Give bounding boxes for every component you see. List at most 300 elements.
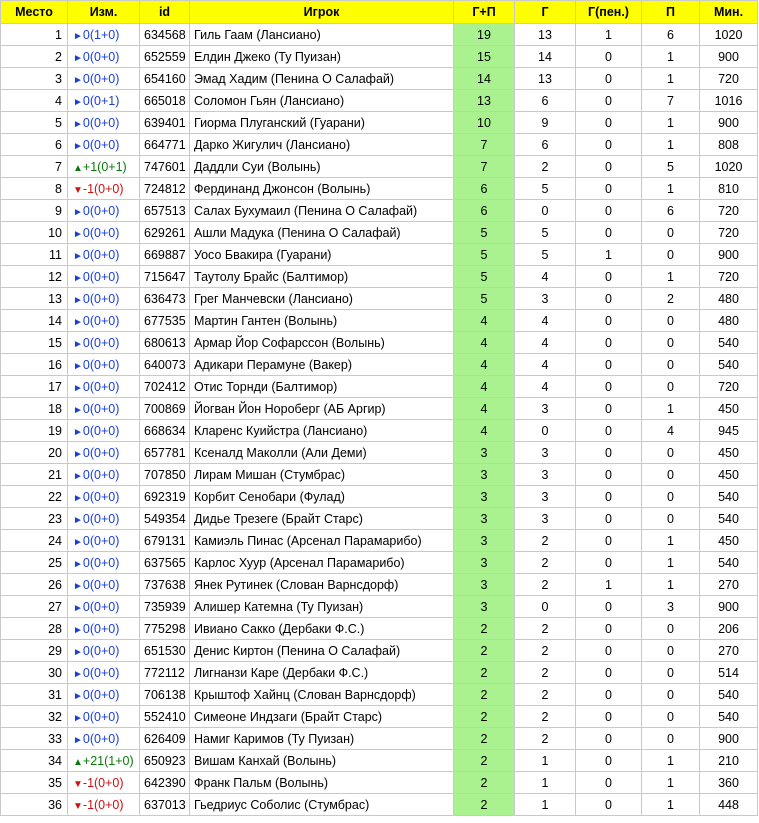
assists-cell: 2 [642,288,700,310]
assists-cell: 6 [642,200,700,222]
header-assists[interactable]: П [642,1,700,24]
place-cell: 17 [1,376,68,398]
player-cell[interactable]: Крыштоф Хайнц (Слован Варнсдорф) [190,684,454,706]
assists-cell: 7 [642,90,700,112]
table-row [1,750,758,772]
penalty-goals-cell: 0 [576,266,642,288]
change-cell [68,222,140,244]
id-cell: 772112 [140,662,190,684]
change-cell [68,530,140,552]
goals-cell: 2 [515,618,576,640]
player-cell[interactable]: Мартин Гантен (Волынь) [190,310,454,332]
change-value: 0(0+0) [82,335,120,350]
change-value: -1(0+0) [82,797,124,812]
player-cell[interactable]: Грег Манчевски (Лансиано) [190,288,454,310]
id-cell: 715647 [140,266,190,288]
penalty-goals-cell: 0 [576,134,642,156]
table-row [1,596,758,618]
arrow-right-icon: ► [73,338,83,350]
goals-cell: 3 [515,508,576,530]
arrow-up-icon: ▲ [73,162,83,174]
penalty-goals-cell: 0 [576,200,642,222]
id-cell: 735939 [140,596,190,618]
penalty-goals-cell: 0 [576,332,642,354]
player-cell[interactable]: Эмад Хадим (Пенина О Салафай) [190,68,454,90]
penalty-goals-cell: 0 [576,684,642,706]
place-cell: 27 [1,596,68,618]
goals-cell: 3 [515,288,576,310]
goals-plus-assists-cell: 2 [454,706,515,728]
table-row [1,552,758,574]
player-cell[interactable]: Уосо Бвакира (Гуарани) [190,244,454,266]
assists-cell: 0 [642,640,700,662]
change-value: 0(0+0) [82,137,120,152]
goals-plus-assists-cell: 5 [454,244,515,266]
place-cell: 20 [1,442,68,464]
id-cell: 680613 [140,332,190,354]
table-row [1,574,758,596]
change-cell [68,464,140,486]
minutes-cell: 270 [700,574,758,596]
id-cell: 629261 [140,222,190,244]
goals-plus-assists-cell: 5 [454,222,515,244]
id-cell: 677535 [140,310,190,332]
change-cell [68,486,140,508]
minutes-cell: 900 [700,596,758,618]
penalty-goals-cell: 0 [576,420,642,442]
player-cell[interactable]: Адикари Перамуне (Вакер) [190,354,454,376]
player-cell[interactable]: Гиорма Плуганский (Гуарани) [190,112,454,134]
minutes-cell: 720 [700,200,758,222]
minutes-cell: 480 [700,288,758,310]
penalty-goals-cell: 0 [576,376,642,398]
penalty-goals-cell: 0 [576,310,642,332]
id-cell: 707850 [140,464,190,486]
goals-cell: 4 [515,354,576,376]
id-cell: 657781 [140,442,190,464]
header-goals[interactable]: Г [515,1,576,24]
change-cell [68,596,140,618]
assists-cell: 0 [642,684,700,706]
change-cell [68,156,140,178]
goals-cell: 2 [515,552,576,574]
arrow-down-icon: ▼ [73,184,83,196]
player-cell[interactable]: Дарко Жигулич (Лансиано) [190,134,454,156]
change-cell [68,200,140,222]
assists-cell: 0 [642,508,700,530]
place-cell: 2 [1,46,68,68]
player-cell[interactable]: Гьедриус Соболис (Стумбрас) [190,794,454,816]
minutes-cell: 360 [700,772,758,794]
assists-cell: 1 [642,178,700,200]
change-value: 0(0+1) [82,93,120,108]
minutes-cell: 720 [700,68,758,90]
penalty-goals-cell: 0 [576,794,642,816]
place-cell: 35 [1,772,68,794]
goals-cell: 2 [515,662,576,684]
player-cell[interactable]: Армар Йор Софарссон (Волынь) [190,332,454,354]
arrow-right-icon: ► [73,624,83,636]
goals-cell: 3 [515,442,576,464]
minutes-cell: 900 [700,46,758,68]
place-cell: 31 [1,684,68,706]
assists-cell: 1 [642,68,700,90]
player-cell[interactable]: Денис Киртон (Пенина О Салафай) [190,640,454,662]
change-value: 0(0+0) [82,313,120,328]
goals-plus-assists-cell: 3 [454,530,515,552]
table-row [1,420,758,442]
change-value: 0(0+0) [82,203,120,218]
place-cell: 1 [1,24,68,46]
id-cell: 747601 [140,156,190,178]
minutes-cell: 448 [700,794,758,816]
id-cell: 651530 [140,640,190,662]
table-row [1,772,758,794]
player-cell[interactable]: Кларенс Куийстра (Лансиано) [190,420,454,442]
table-row [1,288,758,310]
goals-plus-assists-cell: 2 [454,794,515,816]
goals-cell: 2 [515,156,576,178]
change-value: 0(0+0) [82,401,120,416]
goals-cell: 0 [515,200,576,222]
player-cell[interactable]: Отис Торнди (Балтимор) [190,376,454,398]
arrow-right-icon: ► [73,514,83,526]
player-cell[interactable]: Намиг Каримов (Ту Пуизан) [190,728,454,750]
goals-cell: 4 [515,266,576,288]
id-cell: 665018 [140,90,190,112]
change-value: +1(0+1) [82,159,127,174]
player-cell[interactable]: Фердинанд Джонсон (Волынь) [190,178,454,200]
minutes-cell: 514 [700,662,758,684]
player-cell[interactable]: Йогван Йон Нороберг (АБ Аргир) [190,398,454,420]
place-cell: 7 [1,156,68,178]
goals-plus-assists-cell: 2 [454,728,515,750]
minutes-cell: 450 [700,530,758,552]
table-row [1,354,758,376]
assists-cell: 0 [642,332,700,354]
assists-cell: 0 [642,486,700,508]
id-cell: 664771 [140,134,190,156]
assists-cell: 0 [642,376,700,398]
place-cell: 22 [1,486,68,508]
table-row [1,530,758,552]
assists-cell: 0 [642,222,700,244]
minutes-cell: 450 [700,464,758,486]
arrow-right-icon: ► [73,712,83,724]
table-row [1,332,758,354]
table-row [1,728,758,750]
place-cell: 15 [1,332,68,354]
table-row [1,200,758,222]
goals-cell: 13 [515,24,576,46]
goals-plus-assists-cell: 4 [454,420,515,442]
id-cell: 702412 [140,376,190,398]
penalty-goals-cell: 0 [576,640,642,662]
assists-cell: 5 [642,156,700,178]
id-cell: 669887 [140,244,190,266]
penalty-goals-cell: 0 [576,398,642,420]
id-cell: 642390 [140,772,190,794]
goals-plus-assists-cell: 14 [454,68,515,90]
change-cell [68,310,140,332]
arrow-right-icon: ► [73,96,83,108]
place-cell: 8 [1,178,68,200]
goals-plus-assists-cell: 4 [454,354,515,376]
goals-cell: 6 [515,134,576,156]
table-row [1,156,758,178]
goals-plus-assists-cell: 4 [454,310,515,332]
place-cell: 32 [1,706,68,728]
arrow-right-icon: ► [73,206,83,218]
penalty-goals-cell: 0 [576,46,642,68]
minutes-cell: 810 [700,178,758,200]
table-row [1,266,758,288]
goals-cell: 1 [515,794,576,816]
id-cell: 634568 [140,24,190,46]
goals-cell: 5 [515,244,576,266]
change-cell [68,68,140,90]
minutes-cell: 720 [700,222,758,244]
table-row [1,486,758,508]
goals-plus-assists-cell: 3 [454,508,515,530]
minutes-cell: 900 [700,112,758,134]
goals-plus-assists-cell: 3 [454,552,515,574]
change-value: 0(0+0) [82,357,120,372]
goals-plus-assists-cell: 2 [454,684,515,706]
change-cell [68,662,140,684]
player-cell[interactable]: Соломон Гьян (Лансиано) [190,90,454,112]
player-cell[interactable]: Дидье Трезеге (Брайт Старс) [190,508,454,530]
table-row [1,112,758,134]
assists-cell: 0 [642,244,700,266]
change-cell [68,24,140,46]
change-cell [68,618,140,640]
goals-cell: 2 [515,706,576,728]
goals-cell: 13 [515,68,576,90]
arrow-right-icon: ► [73,316,83,328]
penalty-goals-cell: 0 [576,508,642,530]
header-minutes[interactable]: Мин. [700,1,758,24]
assists-cell: 1 [642,398,700,420]
goals-plus-assists-cell: 3 [454,464,515,486]
minutes-cell: 808 [700,134,758,156]
change-cell [68,794,140,816]
table-row [1,46,758,68]
goals-cell: 3 [515,486,576,508]
player-cell[interactable]: Таутолу Брайс (Балтимор) [190,266,454,288]
table-row [1,24,758,46]
goals-cell: 5 [515,178,576,200]
arrow-right-icon: ► [73,294,83,306]
minutes-cell: 1020 [700,24,758,46]
arrow-right-icon: ► [73,470,83,482]
change-cell [68,134,140,156]
id-cell: 552410 [140,706,190,728]
arrow-right-icon: ► [73,734,83,746]
change-value: 0(0+0) [82,71,120,86]
minutes-cell: 540 [700,508,758,530]
goals-plus-assists-cell: 5 [454,288,515,310]
player-cell[interactable]: Елдин Джеко (Ту Пуизан) [190,46,454,68]
goals-plus-assists-cell: 5 [454,266,515,288]
player-cell[interactable]: Франк Пальм (Волынь) [190,772,454,794]
place-cell: 19 [1,420,68,442]
player-cell[interactable]: Карлос Хуур (Арсенал Парамарибо) [190,552,454,574]
table-row [1,640,758,662]
goals-cell: 2 [515,728,576,750]
change-value: 0(0+0) [82,577,120,592]
change-value: 0(0+0) [82,599,120,614]
goals-plus-assists-cell: 7 [454,134,515,156]
place-cell: 9 [1,200,68,222]
player-cell[interactable]: Салах Бухумаил (Пенина О Салафай) [190,200,454,222]
assists-cell: 1 [642,794,700,816]
penalty-goals-cell: 0 [576,618,642,640]
goals-cell: 3 [515,464,576,486]
id-cell: 636473 [140,288,190,310]
player-cell[interactable]: Корбит Сенобари (Фулад) [190,486,454,508]
player-cell[interactable]: Янек Рутинек (Слован Варнсдорф) [190,574,454,596]
penalty-goals-cell: 0 [576,596,642,618]
player-cell[interactable]: Ивиано Сакко (Дербаки Ф.С.) [190,618,454,640]
player-cell[interactable]: Камиэль Пинас (Арсенал Парамарибо) [190,530,454,552]
arrow-right-icon: ► [73,646,83,658]
change-value: -1(0+0) [82,775,124,790]
table-row [1,134,758,156]
arrow-right-icon: ► [73,602,83,614]
arrow-down-icon: ▼ [73,800,83,812]
player-cell[interactable]: Лигнанзи Каре (Дербаки Ф.С.) [190,662,454,684]
player-cell[interactable]: Симеоне Индзаги (Брайт Старс) [190,706,454,728]
change-cell [68,574,140,596]
player-cell[interactable]: Лирам Мишан (Стумбрас) [190,464,454,486]
arrow-right-icon: ► [73,426,83,438]
header-row [1,1,758,24]
penalty-goals-cell: 0 [576,552,642,574]
place-cell: 23 [1,508,68,530]
minutes-cell: 720 [700,376,758,398]
assists-cell: 1 [642,772,700,794]
player-cell[interactable]: Алишер Катемна (Ту Пуизан) [190,596,454,618]
goals-plus-assists-cell: 4 [454,398,515,420]
goals-plus-assists-cell: 2 [454,772,515,794]
header-change[interactable]: Изм. [68,1,140,24]
change-cell [68,112,140,134]
arrow-right-icon: ► [73,580,83,592]
place-cell: 24 [1,530,68,552]
change-value: 0(0+0) [82,511,120,526]
change-cell [68,46,140,68]
change-cell [68,442,140,464]
minutes-cell: 945 [700,420,758,442]
arrow-right-icon: ► [73,74,83,86]
place-cell: 10 [1,222,68,244]
penalty-goals-cell: 0 [576,772,642,794]
id-cell: 640073 [140,354,190,376]
table-row [1,244,758,266]
player-cell[interactable]: Вишам Канхай (Волынь) [190,750,454,772]
id-cell: 626409 [140,728,190,750]
change-cell [68,508,140,530]
goals-cell: 5 [515,222,576,244]
arrow-up-icon: ▲ [73,756,83,768]
player-cell[interactable]: Гиль Гаам (Лансиано) [190,24,454,46]
arrow-right-icon: ► [73,250,83,262]
assists-cell: 0 [642,464,700,486]
change-cell [68,332,140,354]
table-row [1,222,758,244]
minutes-cell: 720 [700,266,758,288]
header-goals-plus-assists[interactable]: Г+П [454,1,515,24]
goals-cell: 0 [515,420,576,442]
penalty-goals-cell: 0 [576,728,642,750]
place-cell: 6 [1,134,68,156]
place-cell: 12 [1,266,68,288]
arrow-right-icon: ► [73,30,83,42]
minutes-cell: 1020 [700,156,758,178]
table-row [1,310,758,332]
goals-plus-assists-cell: 10 [454,112,515,134]
player-cell[interactable]: Ашли Мадука (Пенина О Салафай) [190,222,454,244]
minutes-cell: 540 [700,706,758,728]
place-cell: 5 [1,112,68,134]
penalty-goals-cell: 1 [576,574,642,596]
place-cell: 4 [1,90,68,112]
assists-cell: 0 [642,442,700,464]
change-value: 0(0+0) [82,621,120,636]
change-value: 0(0+0) [82,379,120,394]
player-cell[interactable]: Даддли Суи (Волынь) [190,156,454,178]
id-cell: 724812 [140,178,190,200]
minutes-cell: 480 [700,310,758,332]
minutes-cell: 450 [700,398,758,420]
table-row [1,90,758,112]
assists-cell: 0 [642,728,700,750]
id-cell: 668634 [140,420,190,442]
assists-cell: 3 [642,596,700,618]
change-value: -1(0+0) [82,181,124,196]
goals-plus-assists-cell: 2 [454,640,515,662]
goals-cell: 1 [515,772,576,794]
header-player[interactable]: Игрок [190,1,454,24]
header-place[interactable]: Место [1,1,68,24]
goals-plus-assists-cell: 2 [454,618,515,640]
change-value: 0(0+0) [82,533,120,548]
assists-cell: 0 [642,310,700,332]
table-row [1,618,758,640]
change-cell [68,684,140,706]
penalty-goals-cell: 0 [576,464,642,486]
change-cell [68,420,140,442]
table-row [1,376,758,398]
header-id[interactable]: id [140,1,190,24]
goals-cell: 2 [515,574,576,596]
place-cell: 26 [1,574,68,596]
change-value: 0(0+0) [82,643,120,658]
arrow-right-icon: ► [73,360,83,372]
place-cell: 25 [1,552,68,574]
change-cell [68,288,140,310]
arrow-right-icon: ► [73,558,83,570]
id-cell: 639401 [140,112,190,134]
change-value: 0(0+0) [82,291,120,306]
place-cell: 34 [1,750,68,772]
header-penalty-goals[interactable]: Г(пен.) [576,1,642,24]
id-cell: 637565 [140,552,190,574]
penalty-goals-cell: 0 [576,662,642,684]
player-cell[interactable]: Ксеналд Маколли (Али Деми) [190,442,454,464]
id-cell: 706138 [140,684,190,706]
